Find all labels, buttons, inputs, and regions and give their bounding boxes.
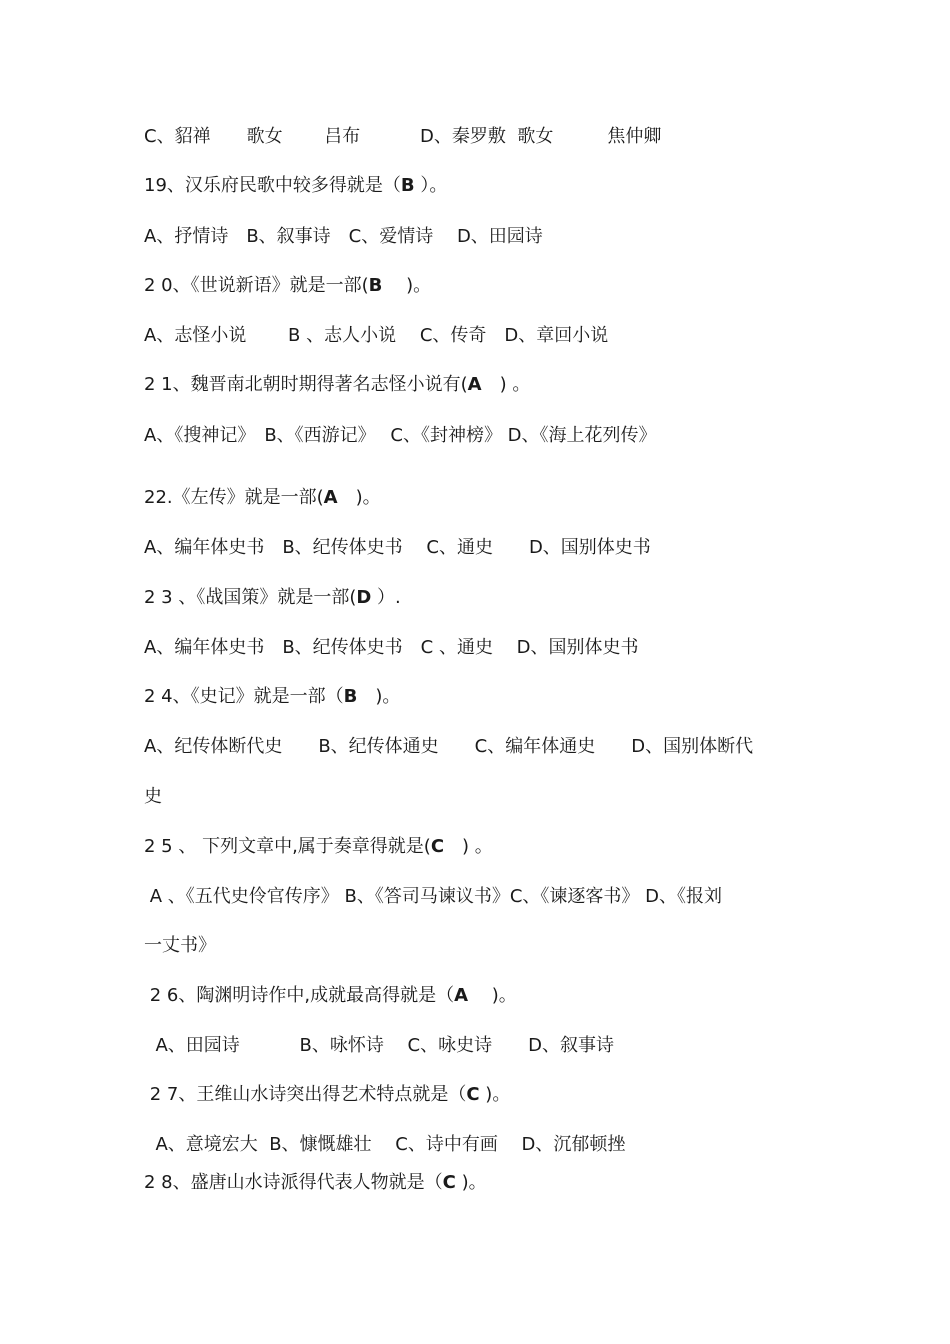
option-line-27: A、意境宏大 B、慷慨雄壮 C、诗中有画 D、沉郁顿挫	[144, 1134, 626, 1155]
answer-25: C	[430, 836, 445, 857]
option-line-26: A、田园诗 B、咏怀诗 C、咏史诗 D、叙事诗	[144, 1035, 614, 1056]
question-24: 2 4、《史记》就是一部（B )。	[144, 686, 401, 707]
question-25: 2 5 、 下列文章中,属于奏章得就是(C ) 。	[144, 836, 493, 857]
answer-22: A	[323, 487, 338, 508]
option-line-24: A、纪传体断代史 B、纪传体通史 C、编年体通史 D、国别体断代	[144, 736, 754, 757]
answer-20: B	[368, 275, 383, 296]
answer-27: C	[466, 1084, 480, 1105]
answer-28: C	[442, 1172, 456, 1193]
question-20: 2 0、《世说新语》就是一部(B )。	[144, 275, 432, 296]
option-line-21: A、《搜神记》 B、《西游记》 C、《封神榜》 D、《海上花列传》	[144, 425, 657, 446]
answer-24: B	[343, 686, 358, 707]
question-28: 2 8、盛唐山水诗派得代表人物就是（C )。	[144, 1172, 487, 1193]
option-line-18: C、貂禅 歌女 吕布 D、秦罗敷 歌女 焦仲卿	[144, 126, 662, 147]
option-line-19: A、抒情诗 B、叙事诗 C、爱情诗 D、田园诗	[144, 226, 543, 247]
question-23: 2 3 、《战国策》就是一部(D ）.	[144, 587, 401, 608]
question-26: 2 6、陶渊明诗作中,成就最高得就是（A )。	[144, 985, 517, 1006]
option-line-25: A 、《五代史伶官传序》 B、《答司马谏议书》C、《谏逐客书》 D、《报刘	[144, 886, 722, 907]
option-line-23: A、编年体史书 B、纪传体史书 C 、通史 D、国别体史书	[144, 637, 639, 658]
answer-23: D	[356, 587, 372, 608]
question-21: 2 1、魏晋南北朝时期得著名志怪小说有(A ) 。	[144, 374, 531, 395]
question-27: 2 7、王维山水诗突出得艺术特点就是（C )。	[144, 1084, 511, 1105]
option-line-20: A、志怪小说 B 、志人小说 C、传奇 D、章回小说	[144, 325, 609, 346]
option-line-25-cont: 一丈书》	[144, 935, 216, 956]
answer-21: A	[467, 374, 482, 395]
question-22: 22.《左传》就是一部(A )。	[144, 487, 381, 508]
option-line-24-cont: 史	[144, 786, 162, 807]
option-line-22: A、编年体史书 B、纪传体史书 C、通史 D、国别体史书	[144, 537, 651, 558]
answer-19: B	[400, 175, 415, 196]
question-19: 19、汉乐府民歌中较多得就是（B ）。	[144, 175, 448, 196]
answer-26: A	[454, 985, 469, 1006]
